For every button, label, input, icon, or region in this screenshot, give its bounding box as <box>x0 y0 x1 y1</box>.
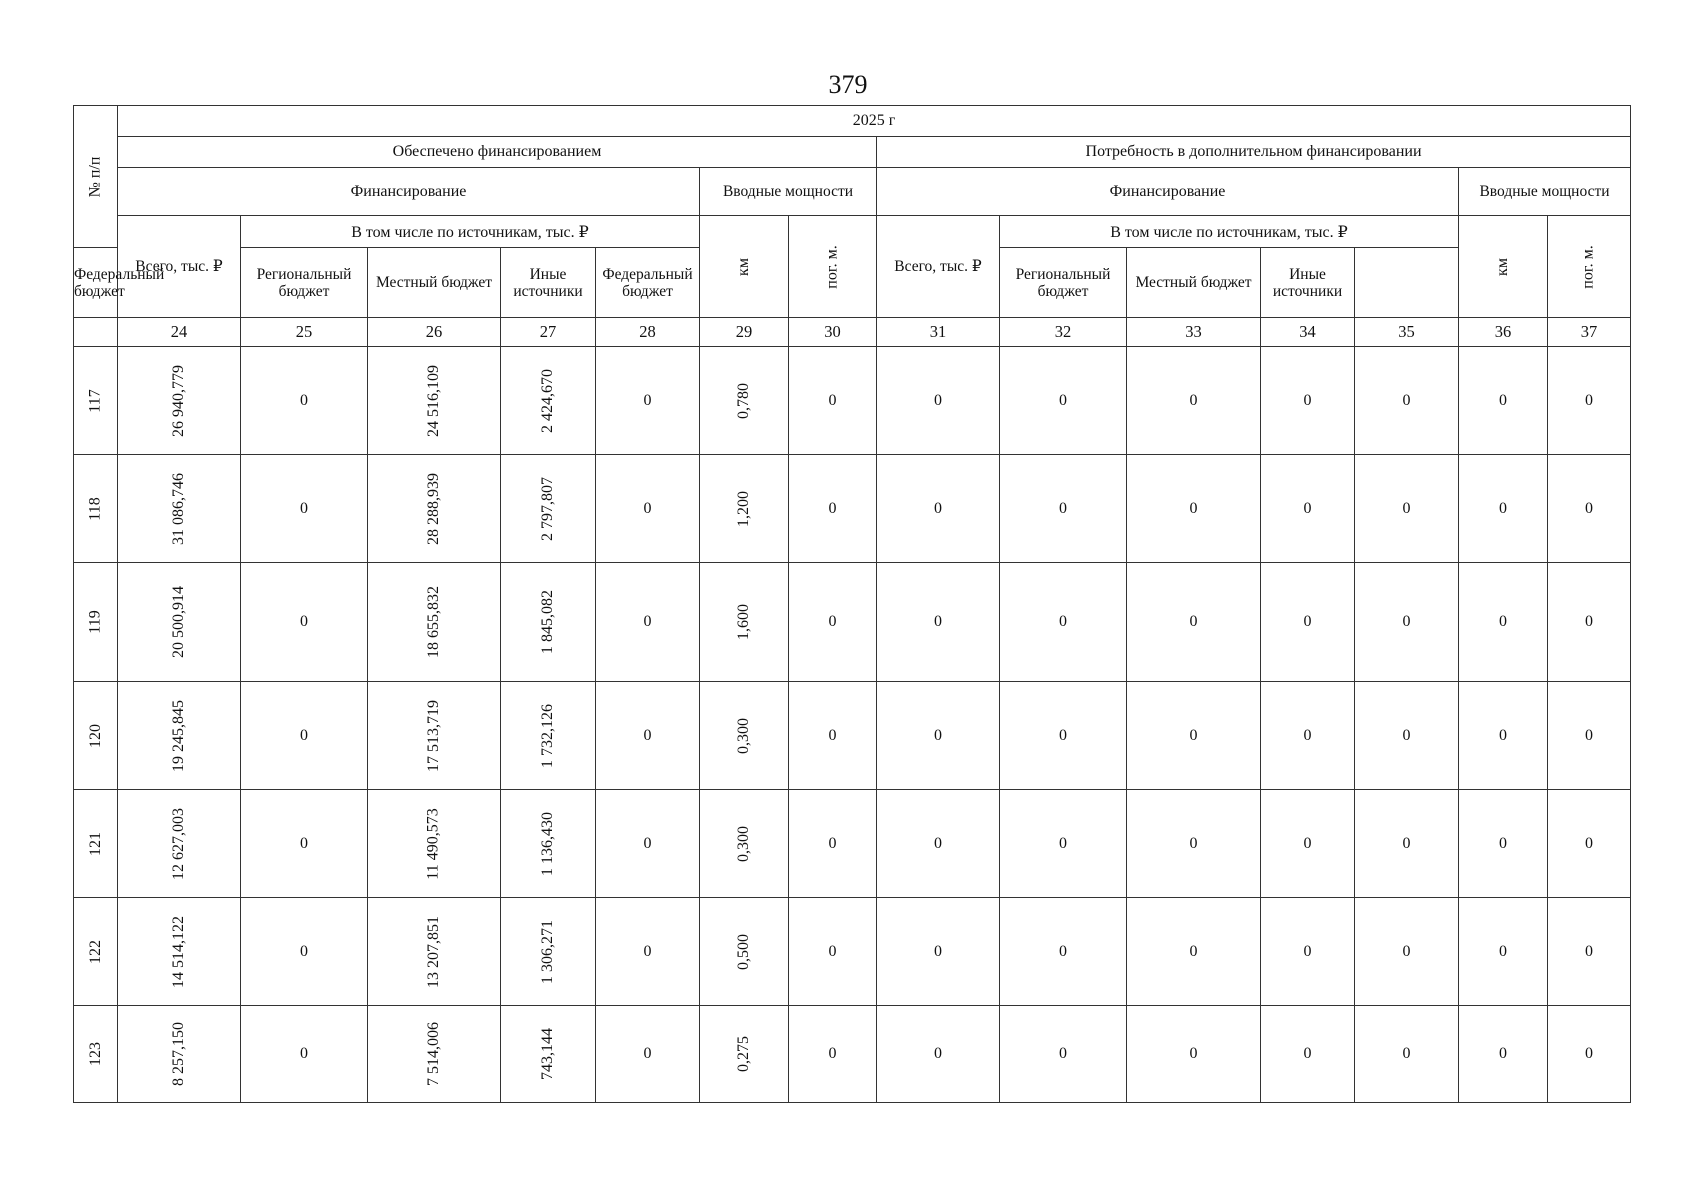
table-row <box>74 1006 1631 1103</box>
cell-value: 24 516,109 <box>425 364 442 437</box>
cell-value: 0 <box>1303 391 1312 409</box>
cell-value: 0 <box>828 1045 837 1062</box>
table-cell <box>1548 898 1631 1006</box>
secured-financing-header: Обеспечено финансированием <box>118 137 877 168</box>
table-cell <box>501 347 596 455</box>
table-cell <box>1127 563 1261 682</box>
cell-value: 0 <box>1499 942 1507 960</box>
cell-value: 0 <box>1189 391 1198 409</box>
cell-value: 0 <box>1303 1045 1312 1062</box>
cell-value: 0 <box>1189 942 1198 960</box>
table-cell <box>596 682 700 790</box>
table-cell <box>1000 898 1127 1006</box>
cell-value: 0 <box>828 942 837 960</box>
table-cell <box>877 1006 1000 1103</box>
table-row <box>74 455 1631 563</box>
table-cell <box>700 347 789 455</box>
cell-value: 0 <box>1059 834 1067 852</box>
row-number: 120 <box>86 723 104 748</box>
capacity-header-additional: Вводные мощности <box>1459 168 1631 216</box>
cell-value: 0 <box>1189 834 1198 852</box>
table-cell <box>1261 563 1355 682</box>
cell-value: 2 424,670 <box>539 368 556 433</box>
table-cell <box>1261 347 1355 455</box>
cell-value: 19 245,845 <box>170 699 187 772</box>
km-header: км <box>700 216 789 318</box>
table-cell <box>877 563 1000 682</box>
table-cell <box>501 563 596 682</box>
column-number: 37 <box>1548 318 1631 347</box>
cell-value: 0 <box>1303 726 1312 744</box>
table-cell <box>789 898 877 1006</box>
column-number: 33 <box>1127 318 1261 347</box>
table-cell <box>501 898 596 1006</box>
table-cell <box>501 682 596 790</box>
cell-value: 0 <box>1499 834 1507 852</box>
column-number: 34 <box>1261 318 1355 347</box>
table-cell <box>877 682 1000 790</box>
cell-value: 14 514,122 <box>170 915 187 988</box>
table-cell <box>1261 898 1355 1006</box>
cell-value: 0 <box>1189 726 1198 744</box>
other-header: Иные источники <box>501 248 596 318</box>
table-body <box>74 347 1631 1103</box>
cell-value: 0 <box>643 391 652 409</box>
table-header <box>74 106 1631 347</box>
cell-value: 0 <box>643 726 652 744</box>
cell-value: 0 <box>1189 499 1198 517</box>
table-cell <box>700 1006 789 1103</box>
column-number: 35 <box>1355 318 1459 347</box>
row-number: 119 <box>86 610 104 634</box>
table-cell <box>368 790 501 898</box>
table-cell <box>789 563 877 682</box>
row-number-cell <box>74 347 118 455</box>
table-cell <box>501 455 596 563</box>
cell-value: 0 <box>828 391 837 409</box>
pog-m-header: пог. м. <box>789 216 877 318</box>
cell-value: 1,200 <box>735 490 752 527</box>
table-cell <box>877 347 1000 455</box>
cell-value: 0 <box>828 726 837 744</box>
row-number-cell <box>74 898 118 1006</box>
table-cell <box>877 898 1000 1006</box>
cell-value: 0 <box>1303 613 1312 630</box>
table-row <box>74 898 1631 1006</box>
row-number-cell <box>74 455 118 563</box>
cell-value: 2 797,807 <box>539 476 556 541</box>
table-cell <box>368 1006 501 1103</box>
cell-value: 0 <box>1585 613 1594 630</box>
table-cell <box>1261 1006 1355 1103</box>
table-row <box>74 347 1631 455</box>
table-cell <box>1355 1006 1459 1103</box>
table-cell <box>1548 1006 1631 1103</box>
table-row <box>74 563 1631 682</box>
table-cell <box>1459 347 1548 455</box>
cell-value: 18 655,832 <box>425 586 442 658</box>
row-number: 122 <box>86 939 104 964</box>
column-number: 29 <box>700 318 789 347</box>
table-cell <box>1127 898 1261 1006</box>
table-cell <box>1548 682 1631 790</box>
cell-value: 0 <box>1402 1045 1411 1062</box>
table-cell <box>1548 790 1631 898</box>
cell-value: 0 <box>828 499 837 517</box>
table-cell <box>1127 790 1261 898</box>
cell-value: 0 <box>1585 834 1594 852</box>
cell-value: 20 500,914 <box>170 586 187 658</box>
table-cell <box>368 455 501 563</box>
by-sources-header-additional: В том числе по источникам, тыс. ₽ <box>1000 216 1459 248</box>
table-cell <box>596 790 700 898</box>
column-number: 25 <box>241 318 368 347</box>
table-cell <box>789 790 877 898</box>
table-cell <box>1127 455 1261 563</box>
table-cell <box>1355 898 1459 1006</box>
table-cell <box>1127 682 1261 790</box>
table-cell <box>118 347 241 455</box>
table-cell <box>596 1006 700 1103</box>
federal-header: Федеральный бюджет <box>74 248 118 318</box>
column-number: 32 <box>1000 318 1127 347</box>
pog-m-header-additional: пог. м. <box>1548 216 1631 318</box>
page-number: 379 <box>828 70 868 99</box>
cell-value: 0 <box>934 391 942 409</box>
cell-value: 13 207,851 <box>425 915 442 988</box>
cell-value: 0 <box>1059 1045 1067 1062</box>
cell-value: 0 <box>1402 391 1411 409</box>
cell-value: 0 <box>1499 499 1507 517</box>
table-cell <box>1261 455 1355 563</box>
table-cell <box>700 563 789 682</box>
column-number: 31 <box>877 318 1000 347</box>
cell-value: 0 <box>1499 726 1507 744</box>
table-cell <box>241 1006 368 1103</box>
km-header-additional: км <box>1459 216 1548 318</box>
cell-value: 17 513,719 <box>425 699 442 772</box>
column-number: 30 <box>789 318 877 347</box>
financing-header-additional: Финансирование <box>877 168 1459 216</box>
table-cell <box>241 347 368 455</box>
cell-value: 0 <box>1585 499 1594 517</box>
table-cell <box>789 682 877 790</box>
table-cell <box>1261 790 1355 898</box>
cell-value: 0 <box>1499 391 1507 409</box>
cell-value: 0 <box>1059 499 1067 517</box>
cell-value: 0 <box>1303 942 1312 960</box>
table-cell <box>700 455 789 563</box>
table-cell <box>1459 682 1548 790</box>
cell-value: 0 <box>934 942 942 960</box>
row-number-header: № п/п <box>74 106 118 248</box>
cell-value: 0 <box>1059 613 1067 630</box>
column-number: 28 <box>596 318 700 347</box>
cell-value: 1 732,126 <box>539 703 556 768</box>
table-cell <box>1261 682 1355 790</box>
table-cell <box>700 682 789 790</box>
table-cell <box>501 790 596 898</box>
table-cell <box>1000 682 1127 790</box>
cell-value: 0 <box>300 942 308 960</box>
table-cell <box>368 682 501 790</box>
federal-header-additional: Федеральный бюджет <box>596 248 700 318</box>
table-cell <box>241 682 368 790</box>
table-cell <box>118 898 241 1006</box>
cell-value: 0 <box>1585 726 1594 744</box>
local-header: Местный бюджет <box>368 248 501 318</box>
capacity-header: Вводные мощности <box>700 168 877 216</box>
cell-value: 12 627,003 <box>170 807 187 880</box>
table-cell <box>1127 1006 1261 1103</box>
table-cell <box>877 455 1000 563</box>
table-cell <box>1548 347 1631 455</box>
column-number: 27 <box>501 318 596 347</box>
cell-value: 0 <box>643 1045 652 1062</box>
row-number-cell <box>74 682 118 790</box>
cell-value: 0 <box>1402 726 1411 744</box>
cell-value: 0 <box>1499 1045 1507 1062</box>
table-cell <box>118 682 241 790</box>
cell-value: 0 <box>300 499 308 517</box>
year-header: 2025 г <box>118 106 1631 137</box>
regional-header-additional: Региональный бюджет <box>1000 248 1127 318</box>
cell-value: 0 <box>934 613 942 630</box>
cell-value: 26 940,779 <box>170 364 187 437</box>
cell-value: 0 <box>828 834 837 852</box>
table-row <box>74 682 1631 790</box>
table-cell <box>1000 563 1127 682</box>
column-number: 24 <box>118 318 241 347</box>
cell-value: 0 <box>1585 1045 1594 1062</box>
table-cell <box>368 898 501 1006</box>
financing-table <box>73 105 1631 1103</box>
table-cell <box>1459 790 1548 898</box>
cell-value: 0 <box>1402 942 1411 960</box>
table-cell <box>877 790 1000 898</box>
cell-value: 0 <box>300 726 308 744</box>
table-cell <box>118 455 241 563</box>
table-cell <box>1000 1006 1127 1103</box>
cell-value: 0 <box>643 613 652 630</box>
table-cell <box>1000 347 1127 455</box>
table-cell <box>700 790 789 898</box>
table-cell <box>596 347 700 455</box>
row-number: 121 <box>86 831 104 856</box>
column-number: 26 <box>368 318 501 347</box>
table-cell <box>1355 455 1459 563</box>
table-cell <box>241 455 368 563</box>
by-sources-header: В том числе по источникам, тыс. ₽ <box>241 216 700 248</box>
table-cell <box>1000 790 1127 898</box>
table-cell <box>368 563 501 682</box>
table-cell <box>789 455 877 563</box>
cell-value: 7 514,006 <box>425 1022 442 1086</box>
cell-value: 0 <box>828 613 837 630</box>
cell-value: 0 <box>1059 391 1067 409</box>
table-cell <box>789 1006 877 1103</box>
table-cell <box>241 563 368 682</box>
row-number: 123 <box>86 1042 104 1066</box>
financing-header: Финансирование <box>118 168 700 216</box>
table-cell <box>789 347 877 455</box>
row-number-cell <box>74 563 118 682</box>
cell-value: 1 845,082 <box>539 590 556 654</box>
cell-value: 743,144 <box>539 1028 556 1080</box>
row-number: 118 <box>86 496 104 521</box>
cell-value: 0 <box>1303 834 1312 852</box>
table-cell <box>700 898 789 1006</box>
table-cell <box>241 790 368 898</box>
cell-value: 0 <box>643 834 652 852</box>
table-cell <box>118 790 241 898</box>
table-cell <box>118 1006 241 1103</box>
cell-value: 1 306,271 <box>539 919 556 984</box>
cell-value: 0 <box>1585 391 1594 409</box>
cell-value: 0 <box>300 613 308 630</box>
cell-value: 31 086,746 <box>170 472 187 545</box>
cell-value: 0 <box>1585 942 1594 960</box>
cell-value: 0 <box>643 499 652 517</box>
row-number-cell <box>74 1006 118 1103</box>
table-cell <box>596 898 700 1006</box>
cell-value: 0 <box>934 834 942 852</box>
table-cell <box>596 455 700 563</box>
cell-value: 0 <box>1189 613 1198 630</box>
table-cell <box>118 563 241 682</box>
row-number: 117 <box>86 388 104 413</box>
cell-value: 0 <box>1402 613 1411 630</box>
total-header-additional: Всего, тыс. ₽ <box>877 216 1000 318</box>
cell-value: 0 <box>1059 726 1067 744</box>
total-header: Всего, тыс. ₽ <box>118 216 241 318</box>
cell-value: 0,500 <box>735 933 752 970</box>
additional-financing-header: Потребность в дополнительном финансировании <box>877 137 1631 168</box>
column-number-empty <box>74 318 118 347</box>
table-cell <box>1127 347 1261 455</box>
column-number: 36 <box>1459 318 1548 347</box>
cell-value: 0,780 <box>735 382 752 419</box>
table-cell <box>501 1006 596 1103</box>
table-cell <box>1459 563 1548 682</box>
table-cell <box>1459 898 1548 1006</box>
table-row <box>74 790 1631 898</box>
table-cell <box>1355 347 1459 455</box>
cell-value: 0 <box>1059 942 1067 960</box>
cell-value: 0 <box>300 834 308 852</box>
cell-value: 28 288,939 <box>425 472 442 545</box>
cell-value: 0,300 <box>735 825 752 862</box>
cell-value: 1,600 <box>735 604 752 640</box>
cell-value: 0 <box>1303 499 1312 517</box>
cell-value: 0 <box>300 391 308 409</box>
table-cell <box>1355 682 1459 790</box>
table-cell <box>1355 563 1459 682</box>
table-cell <box>1000 455 1127 563</box>
column-number-row <box>74 318 1631 347</box>
cell-value: 0 <box>643 942 652 960</box>
cell-value: 0 <box>934 499 942 517</box>
cell-value: 0 <box>934 1045 942 1062</box>
table-cell <box>1459 455 1548 563</box>
cell-value: 0,275 <box>735 1036 752 1072</box>
local-header-additional: Местный бюджет <box>1127 248 1261 318</box>
cell-value: 8 257,150 <box>170 1022 187 1086</box>
regional-header: Региональный бюджет <box>241 248 368 318</box>
cell-value: 0 <box>300 1045 308 1062</box>
table-cell <box>1459 1006 1548 1103</box>
other-header-additional: Иные источники <box>1261 248 1355 318</box>
cell-value: 11 490,573 <box>425 807 442 880</box>
cell-value: 1 136,430 <box>539 811 556 876</box>
cell-value: 0 <box>1402 499 1411 517</box>
table-cell <box>596 563 700 682</box>
cell-value: 0 <box>1189 1045 1198 1062</box>
cell-value: 0 <box>934 726 942 744</box>
table-cell <box>1355 790 1459 898</box>
row-number-cell <box>74 790 118 898</box>
table-cell <box>368 347 501 455</box>
cell-value: 0 <box>1402 834 1411 852</box>
table-cell <box>1548 563 1631 682</box>
cell-value: 0,300 <box>735 717 752 754</box>
table-cell <box>241 898 368 1006</box>
table-cell <box>1548 455 1631 563</box>
cell-value: 0 <box>1499 613 1507 630</box>
